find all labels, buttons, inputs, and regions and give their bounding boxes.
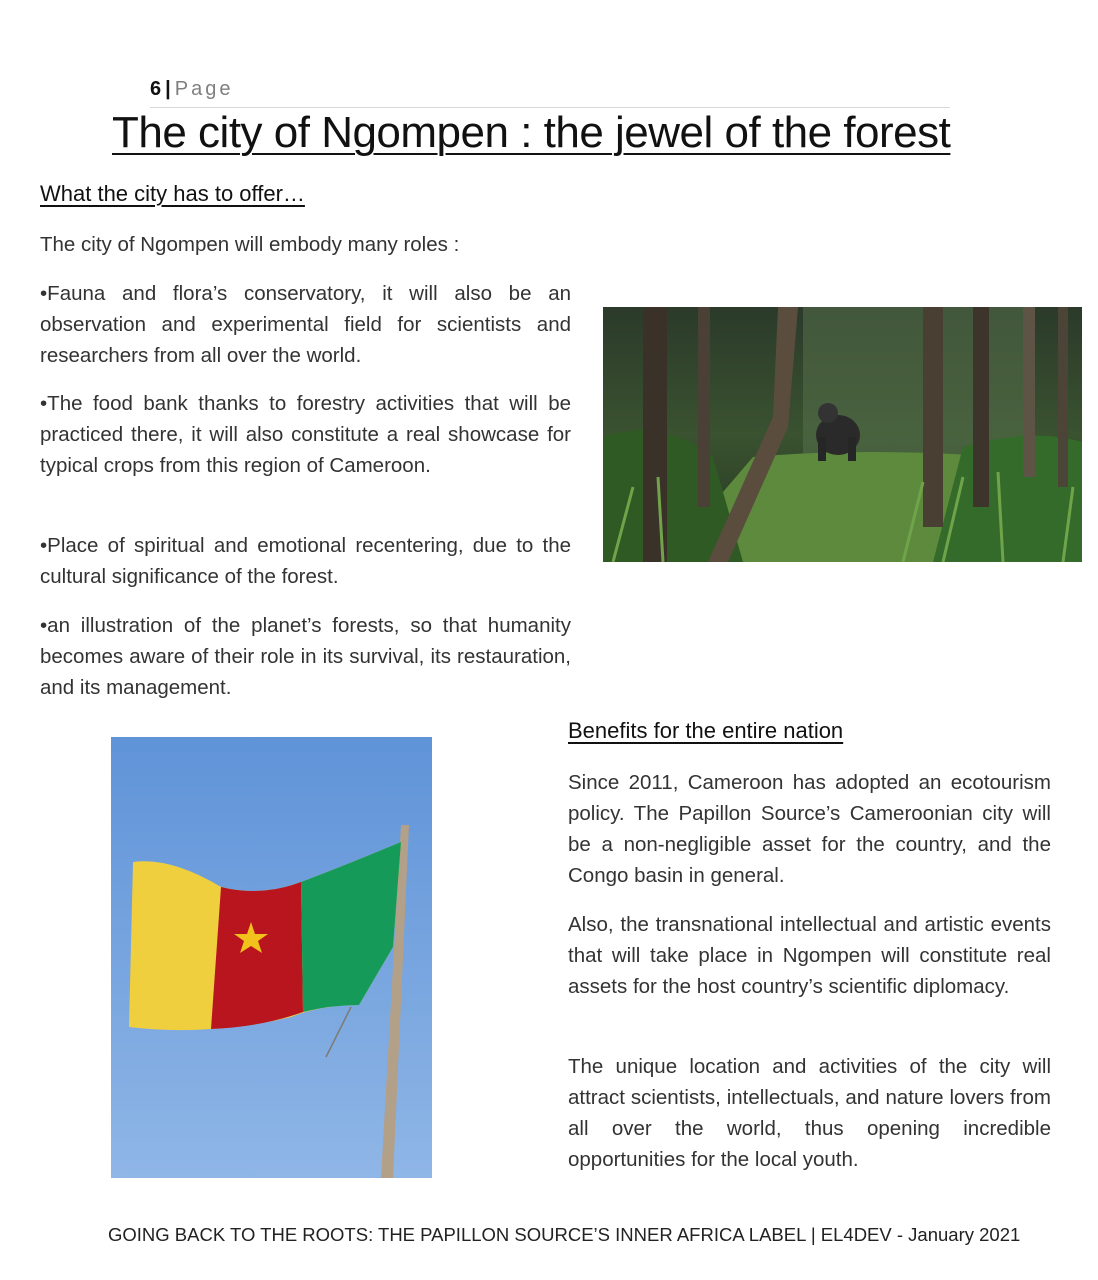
- offer-bullet: •Fauna and flora’s conservatory, it will also be an observation and experimental field for scientists and researchers from all over the world.: [40, 282, 571, 367]
- offer-heading: What the city has to offer…: [40, 181, 305, 206]
- offer-intro: The city of Ngompen will embody many roles :: [40, 233, 460, 256]
- offer-bullet: •Place of spiritual and emotional recentering, due to the cultural significance of the forest.: [40, 534, 571, 588]
- page-label: Page: [174, 78, 234, 100]
- page-number: 6: [150, 78, 162, 100]
- benefits-paragraph: The unique location and activities of the city will attract scientists, intellectuals, and nature lovers from all over the world, thus opening incredible opportunities for the local youth.: [568, 1055, 1051, 1171]
- cameroon-flag-photo: [111, 737, 432, 1178]
- offer-bullet: •The food bank thanks to forestry activities that will be practiced there, it will also constitute a real showcase for typical crops from this region of Cameroon.: [40, 392, 571, 477]
- page-separator: |: [165, 78, 171, 100]
- document-title: The city of Ngompen : the jewel of the forest: [112, 108, 951, 157]
- benefits-paragraph: Since 2011, Cameroon has adopted an ecotourism policy. The Papillon Source’s Cameroonian city will be a non-negligible asset for the country, and the Congo basin in general.: [568, 771, 1051, 887]
- page-footer: GOING BACK TO THE ROOTS: THE PAPILLON SOURCE’S INNER AFRICA LABEL | EL4DEV - January 2021: [108, 1224, 1021, 1245]
- page-header: [150, 78, 950, 108]
- offer-bullet: •an illustration of the planet’s forests, so that humanity becomes aware of their role in its survival, its restauration, and its management.: [40, 614, 571, 699]
- gorilla-forest-photo: [603, 307, 1082, 562]
- benefits-paragraph: Also, the transnational intellectual and artistic events that will take place in Ngompen will constitute real assets for the host country’s scientific diplomacy.: [568, 913, 1051, 998]
- benefits-heading: Benefits for the entire nation: [568, 718, 844, 743]
